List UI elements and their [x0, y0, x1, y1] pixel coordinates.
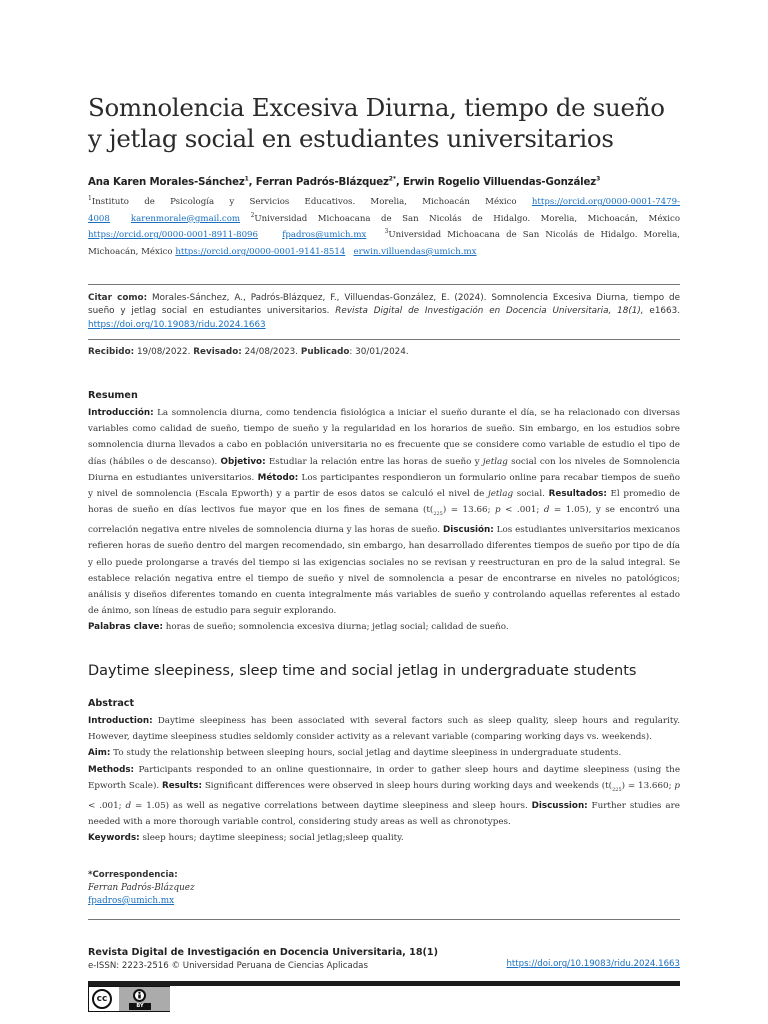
text: jetlag — [482, 456, 508, 467]
label: Results: — [162, 780, 202, 791]
author-sup: 1 — [244, 175, 249, 183]
cc-license-badge[interactable] — [88, 986, 170, 1012]
revised-date: 24/08/2023. — [241, 347, 301, 357]
citation-text: Morales-Sánchez, A., Padrós-Blázquez, F., Villuendas-González, E. (2024). Somnolencia Excesiva Diurna, tiempo de sueño y jetlag social en estudiantes universitarios. — [88, 293, 680, 317]
text: Los estudiantes universitarios mexicanos refieren horas de sueño dentro del margen recomendado, sin embargo, han desarrollado diferentes tiempos de sueño por tipo de día y ello puede prolongarse a través del tiempo si las exigencias sociales no se revisan y reestructuran en pro de la salud integral. Se establece relación negativa entre el tiempo de sueño y nivel de somnolencia a pesar de encontrarse en niveles no patológicos; análisis y diseños diferentes tomando en cuenta integralmente más variables de sueño y controlando aquellas referentes al estado de ánimo, son líneas de estudio para seguir explorando. — [88, 525, 680, 617]
english-title: Daytime sleepiness, sleep time and social jetlag in undergraduate students — [88, 663, 637, 679]
author-sup: 3 — [596, 175, 601, 183]
text: p — [495, 505, 501, 516]
text: Daytime sleepiness has been associated with several factors such as sleep quality, sleep hours and regularity. However, daytime sleepiness studies seldomly consider activity as a relevant variable (comparing working days vs. weekends). — [88, 716, 680, 743]
author-name: Ferran Padrós-Blázquez — [255, 177, 389, 188]
citation-tail: e1663. — [643, 306, 680, 317]
email-link[interactable]: erwin.villuendas@umich.mx — [353, 246, 477, 257]
text: = 1.05), y se encontró una correlación negativa entre niveles de somnolencia diurna y las horas de sueño. — [88, 505, 681, 536]
footer-journal: Revista Digital de Investigación en Docencia Universitaria, 18(1) — [88, 947, 438, 958]
citation-doi-link[interactable]: https://doi.org/10.19083/ridu.2024.1663 — [88, 319, 266, 330]
text: Los participantes respondieron un formulario online para recabar tiempos de sueño y nivel de somnolencia (Escala Epworth) y a partir de esos datos se calculó el nivel de — [88, 472, 680, 500]
keywords: sleep hours; daytime sleepiness; social jetlag;sleep quality. — [139, 833, 404, 844]
text: Significant differences were observed in sleep hours during working days and weekends (t( — [202, 780, 613, 791]
author-sup: 2* — [388, 175, 396, 183]
text: = 1.05) as well as negative correlations between daytime sleepiness and sleep hours. — [131, 800, 532, 811]
label: Discusión: — [442, 525, 494, 536]
text: ) = 13.660; — [621, 780, 675, 791]
resumen-heading: Resumen — [88, 390, 138, 401]
received-label: Recibido: — [88, 347, 135, 357]
published-label: Publicado — [300, 347, 350, 357]
text: p — [674, 780, 680, 791]
orcid-link[interactable]: https://orcid.org/0000-0001-8911-8096 — [88, 230, 258, 241]
correspondence-name: Ferran Padrós-Blázquez — [88, 883, 195, 893]
author-name: Ana Karen Morales-Sánchez — [88, 177, 245, 188]
text: Participants responded to an online questionnaire, in order to gather sleep hours and daytime sleepiness (using the Epworth Scale). — [88, 764, 680, 791]
cc-icon: cc — [92, 989, 112, 1009]
text: d — [125, 800, 132, 811]
orcid-link[interactable]: https://orcid.org/0000-0001-9141-8514 — [175, 246, 346, 257]
published-date: : 30/01/2024. — [349, 347, 409, 357]
footer-doi-link[interactable]: https://doi.org/10.19083/ridu.2024.1663 — [506, 959, 680, 969]
article-title: Somnolencia Excesiva Diurna, tiempo de sueño y jetlag social en estudiantes universitarios — [88, 93, 665, 153]
label: Introducción: — [88, 408, 154, 418]
keywords: horas de sueño; somnolencia excesiva diurna; jetlag social; calidad de sueño. — [162, 622, 509, 633]
text: Estudiar la relación entre las horas de sueño y — [265, 456, 483, 467]
label: Introduction: — [88, 716, 153, 726]
author-sep: , — [395, 177, 403, 188]
label: Methods: — [88, 764, 135, 775]
citation-journal: Revista Digital de Investigación en Docencia Universitaria, 18(1), — [335, 306, 644, 317]
label: Resultados: — [548, 489, 607, 500]
subscript: 225 — [433, 510, 443, 517]
text: Further studies are needed with a more thorough variable control, considering study areas as well as chronotypes. — [88, 800, 680, 827]
aff-sup: 3 — [384, 228, 389, 236]
abstract-heading: Abstract — [88, 698, 135, 709]
keywords-label: Keywords: — [88, 833, 140, 844]
footer-issn: e-ISSN: 2223-2516 © Universidad Peruana de Ciencias Aplicadas — [88, 961, 368, 971]
citation — [88, 292, 680, 332]
text: social. — [513, 489, 549, 500]
text: La somnolencia diurna, como tendencia fisiológica a iniciar el sueño durante el día, se ha relacionado con diversas variables como calidad de sueño, tiempo de sueño y la regularidad en los horarios de sueño. Sin embargo, en los estudios sobre somnolencia diurna llevados a cabo en población universitaria no es frecuente que se considere como variable de estudio el tipo de días (hábiles o de descanso). — [88, 408, 680, 467]
correspondence — [88, 869, 195, 908]
by-person-icon — [133, 989, 146, 1002]
publication-dates — [88, 347, 409, 357]
revised-label: Revisado: — [193, 347, 242, 357]
email-link[interactable]: fpadros@umich.mx — [282, 230, 367, 241]
keywords-label: Palabras clave: — [88, 622, 163, 633]
aff-text: Instituto de Psicología y Servicios Educativos. Morelia, Michoacán México — [91, 197, 532, 207]
aff-sup: 1 — [88, 195, 92, 203]
text: < .001; — [500, 505, 544, 516]
aff-sup: 2 — [250, 211, 255, 219]
footer-bar — [88, 981, 680, 986]
aff-text: Universidad Michoacana de San Nicolás de Hidalgo. Morelia, Michoacán, México — [254, 213, 681, 224]
orcid-link[interactable]: https://orcid.org/0000-0001-7479-4008 — [88, 197, 680, 224]
divider — [88, 919, 680, 920]
citation-label: Citar como: — [88, 293, 148, 303]
text: social con los niveles de Somnolencia Diurna en estudiantes universitarios. — [88, 456, 680, 483]
label: Método: — [257, 472, 299, 483]
affiliations — [88, 194, 680, 260]
text: ) = 13.66; — [442, 505, 496, 516]
divider — [88, 284, 680, 285]
correspondence-email-link[interactable]: fpadros@umich.mx — [88, 896, 175, 906]
text: jetlag — [488, 489, 514, 500]
text: To study the relationship between sleeping hours, social jetlag and daytime sleepiness in undergraduate students. — [110, 748, 622, 759]
label: Objetivo: — [220, 456, 266, 467]
correspondence-label: *Correspondencia: — [88, 870, 178, 880]
author-sep: , — [248, 177, 256, 188]
email-link[interactable]: karenmorale@gmail.com — [130, 213, 241, 224]
text: El promedio de horas de sueño en días lectivos fue mayor que en los fines de semana (t( — [88, 489, 680, 516]
author-name: Erwin Rogelio Villuendas-González — [402, 177, 597, 188]
received-date: 19/08/2022. — [134, 347, 194, 357]
aff-text: Universidad Michoacana de San Nicolás de Hidalgo. Morelia, Michoacán, México — [88, 230, 680, 257]
text: d — [543, 505, 550, 516]
text: < .001; — [88, 800, 126, 811]
abstract-body — [88, 713, 680, 846]
subscript: 225 — [612, 786, 622, 793]
label: Discussion: — [531, 800, 588, 811]
divider — [88, 339, 680, 340]
resumen-body — [88, 405, 680, 636]
label: Aim: — [88, 748, 111, 759]
author-list — [88, 177, 680, 188]
by-label: BY — [129, 1003, 151, 1010]
